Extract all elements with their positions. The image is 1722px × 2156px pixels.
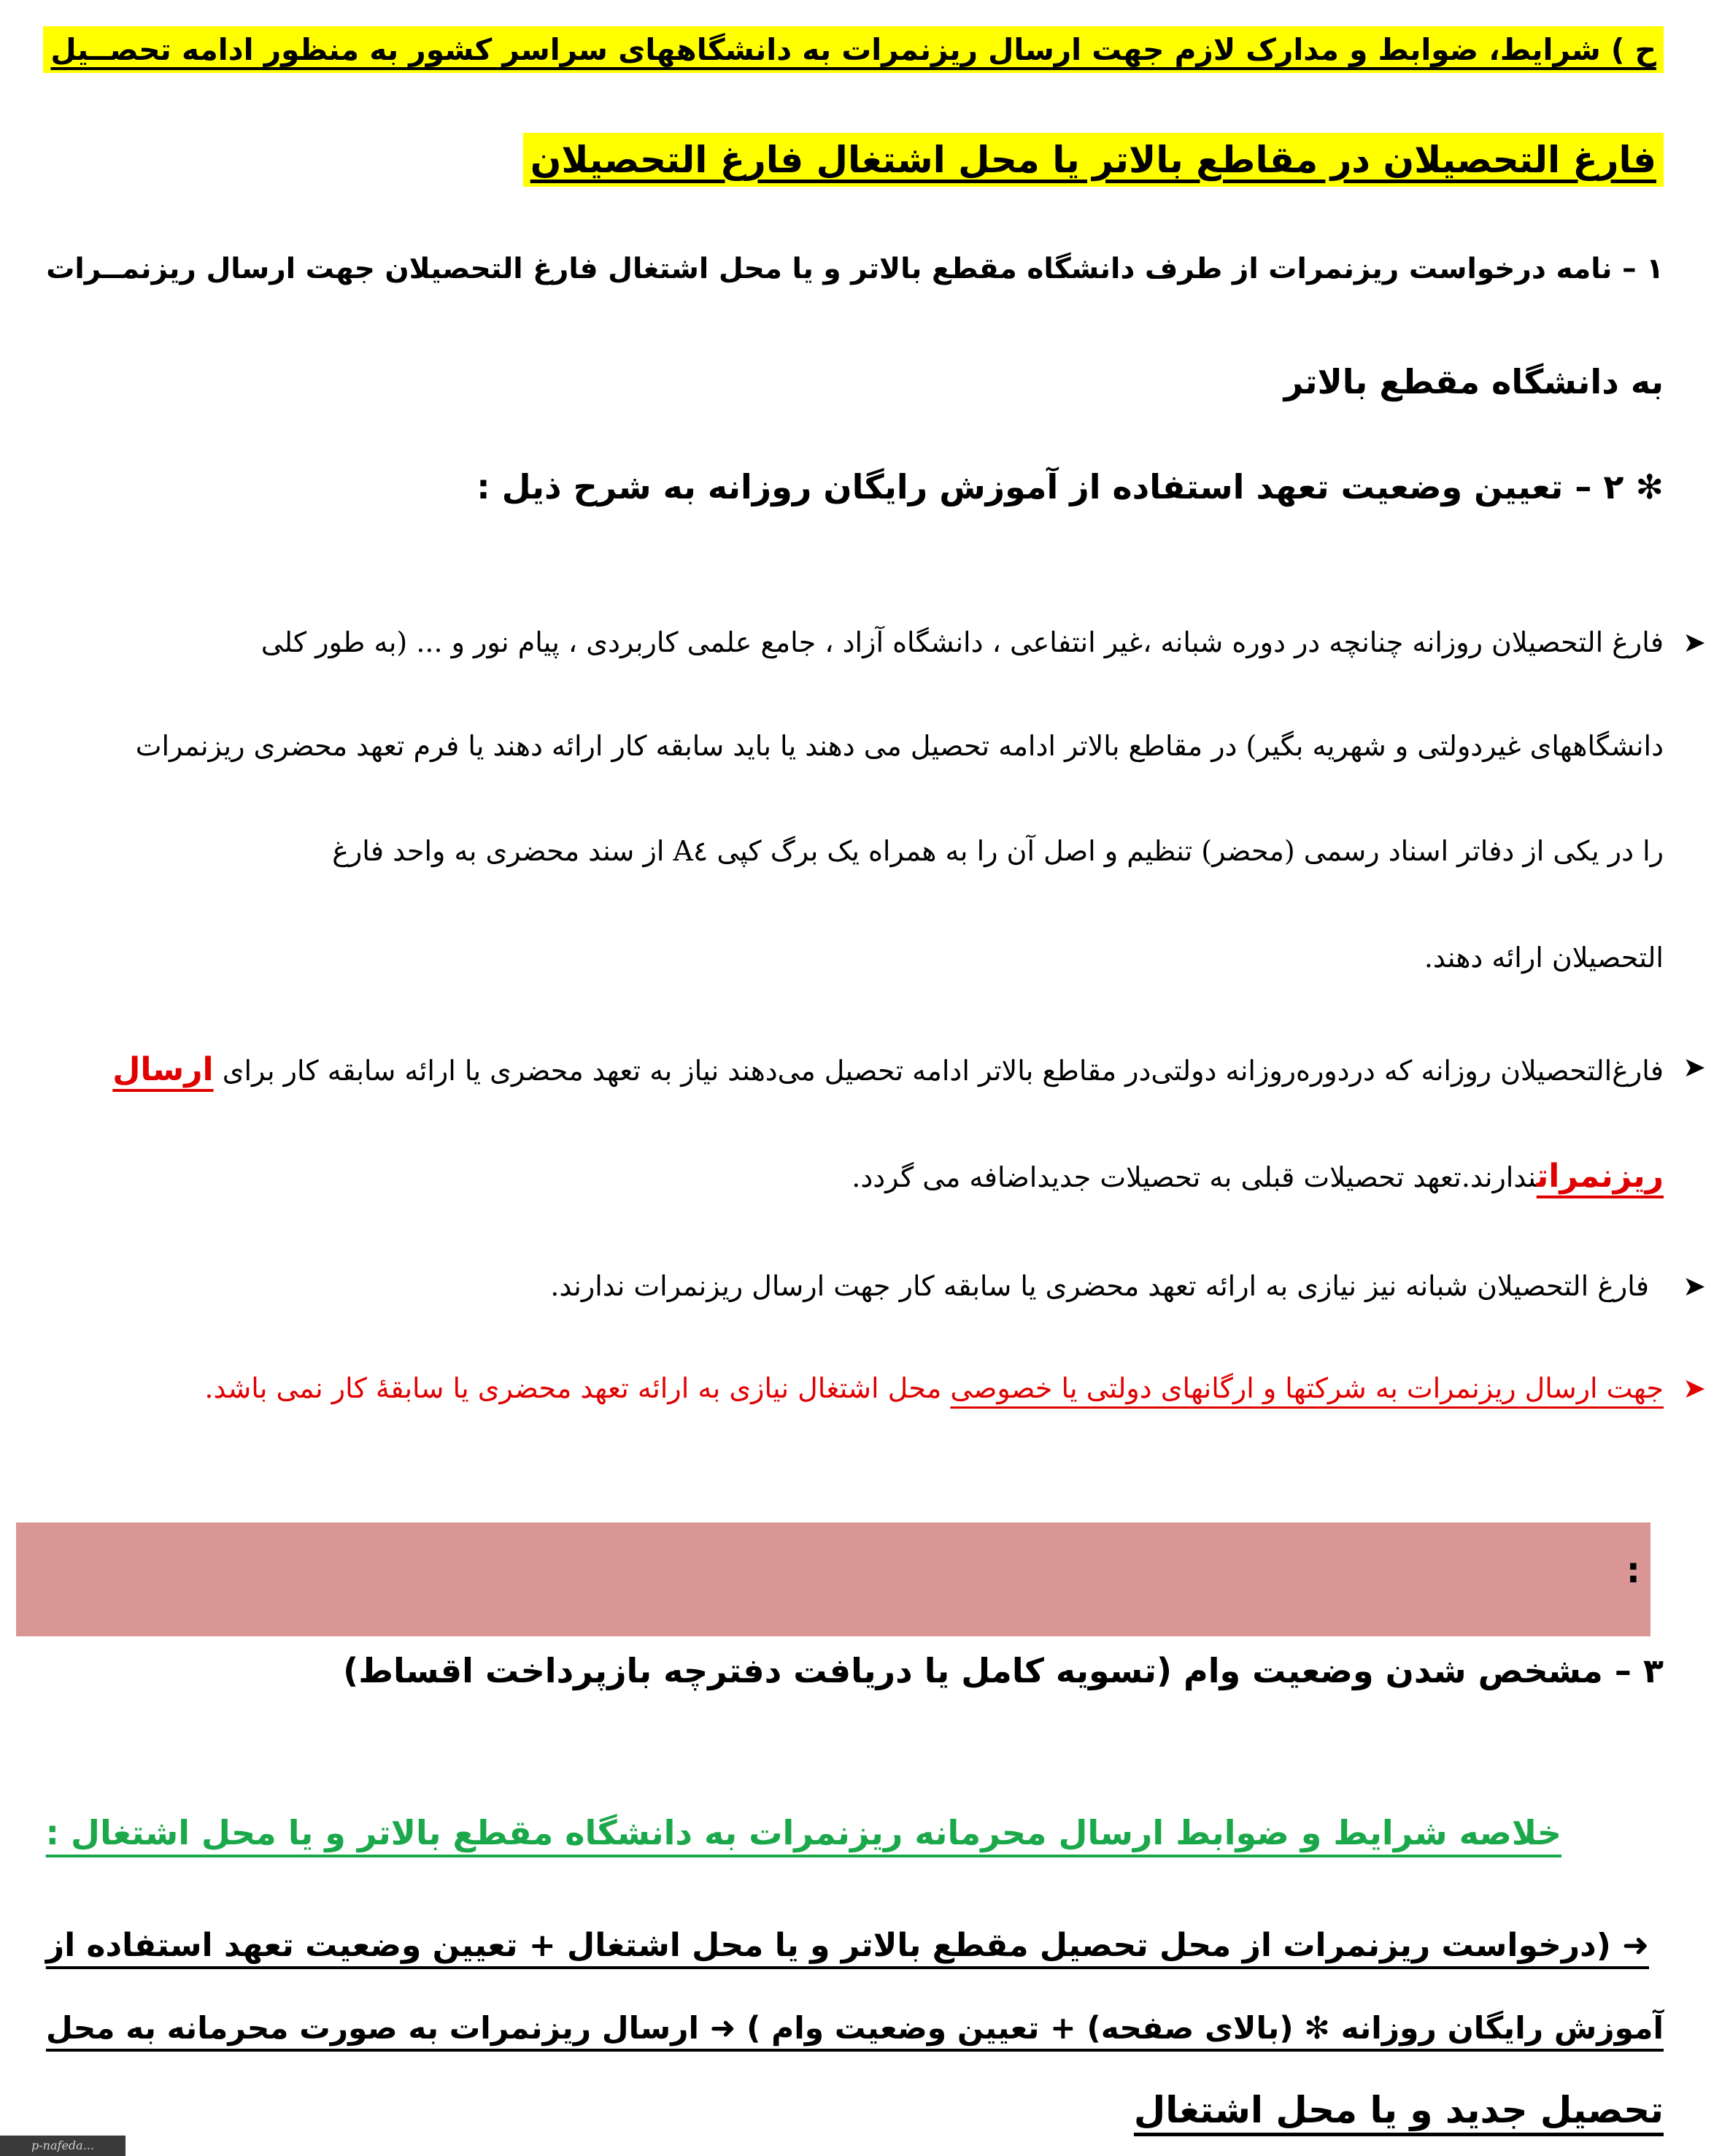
bullet3-line-1: فارغ التحصیلان شبانه نیز نیازی به ارائه تعهد محضری یا سابقه کار جهت ارسال ریزنمرات ندارند. <box>550 1270 1649 1302</box>
bullet2-red-word: ارسال <box>112 1051 214 1088</box>
summary-line-2: آموزش رایگان روزانه ✻ (بالای صفحه) + تعیین وضعیت وام ) ➜ ارسال ریزنمرات به صورت محرمانه به محل <box>45 2010 1664 2046</box>
bullet2-line-2: ریزنمراتندارند.تعهد تحصیلات قبلی به تحصیلات جدیداضافه می گردد. <box>852 1158 1664 1195</box>
item2-title: ✻ ۲ – تعیین وضعیت تعهد استفاده از آموزش رایگان روزانه به شرح ذیل : <box>476 467 1664 507</box>
bullet-arrow-icon: ➤ <box>1683 1372 1706 1404</box>
summary-line-1: ➜ (درخواست ریزنمرات از محل تحصیل مقطع بالاتر و یا محل اشتغال + تعیین وضعیت تعهد استفاده از <box>45 1927 1649 1964</box>
bullet1-line-1: فارغ التحصیلان روزانه چنانچه در دوره شبانه ،غیر انتفاعی ، دانشگاه آزاد ، جامع علمی کاربردی ، پیام نور و ... (به طور کلی <box>260 626 1664 658</box>
bullet2-line-1: فارغ‌التحصیلان روزانه که دردوره‌روزانه دولتی‌در مقاطع بالاتر ادامه تحصیل می‌دهند نیاز به تعهد محضری یا ارائه سابقه کار برای ارسال <box>112 1051 1664 1088</box>
bullet-arrow-icon: ➤ <box>1683 1270 1706 1302</box>
summary-line-3: تحصیل جدید و یا محل اشتغال <box>1133 2089 1664 2131</box>
highlight-box <box>16 1522 1650 1636</box>
bullet1-line-2: دانشگاههای غیردولتی و شهریه بگیر) در مقاطع بالاتر ادامه تحصیل می دهند یا باید سابقه کار ارائه دهند یا فرم تعهد محضری ریزنمرات <box>135 730 1664 762</box>
site-logo: p-nafeda... <box>0 2136 126 2156</box>
item1-line-1: ۱ – نامه درخواست ریزنمرات از طرف دانشگاه مقطع بالاتر و یا محل اشتغال فارغ التحصیلان جهت ارسال ریزنمــرات <box>46 253 1664 285</box>
heading-line-1: ح ) شرایط، ضوابط و مدارک لازم جهت ارسال ریزنمرات به دانشگاههای سراسر کشور به منظور ادامه تحصــیل <box>43 32 1664 67</box>
item1-line-2: به دانشگاه مقطع بالاتر <box>1283 362 1664 401</box>
bullet2-red-word-2: ریزنمرات <box>1536 1158 1664 1195</box>
bullet-arrow-icon: ➤ <box>1683 1051 1706 1083</box>
bullet1-line-3: را در یکی از دفاتر اسناد رسمی (محضر) تنظیم و اصل آن را به همراه یک برگ کپی A٤ از سند محضری به واحد فارغ <box>332 835 1664 867</box>
item3-title: ۳ – مشخص شدن وضعیت وام (تسویه کامل یا دریافت دفترچه بازپرداخت اقساط) <box>343 1651 1664 1690</box>
summary-title: خلاصه شرایط و ضوابط ارسال محرمانه ریزنمرات به دانشگاه مقطع بالاتر و یا محل اشتغال : <box>45 1813 1561 1852</box>
bullet-arrow-icon: ➤ <box>1683 626 1706 658</box>
bullet1-line-4: التحصیلان ارائه دهند. <box>1424 942 1664 974</box>
highlight-box-colon: : <box>1626 1550 1640 1591</box>
bullet4-line-1: جهت ارسال ریزنمرات به شرکتها و ارگانهای دولتی یا خصوصی محل اشتغال نیازی به ارائه تعهد محضری یا سابقۀ کار نمی باشد. <box>204 1372 1664 1404</box>
heading-line-2: فارغ التحصیلان در مقاطع بالاتر یا محل اشتغال فارغ التحصیلان <box>523 139 1664 181</box>
